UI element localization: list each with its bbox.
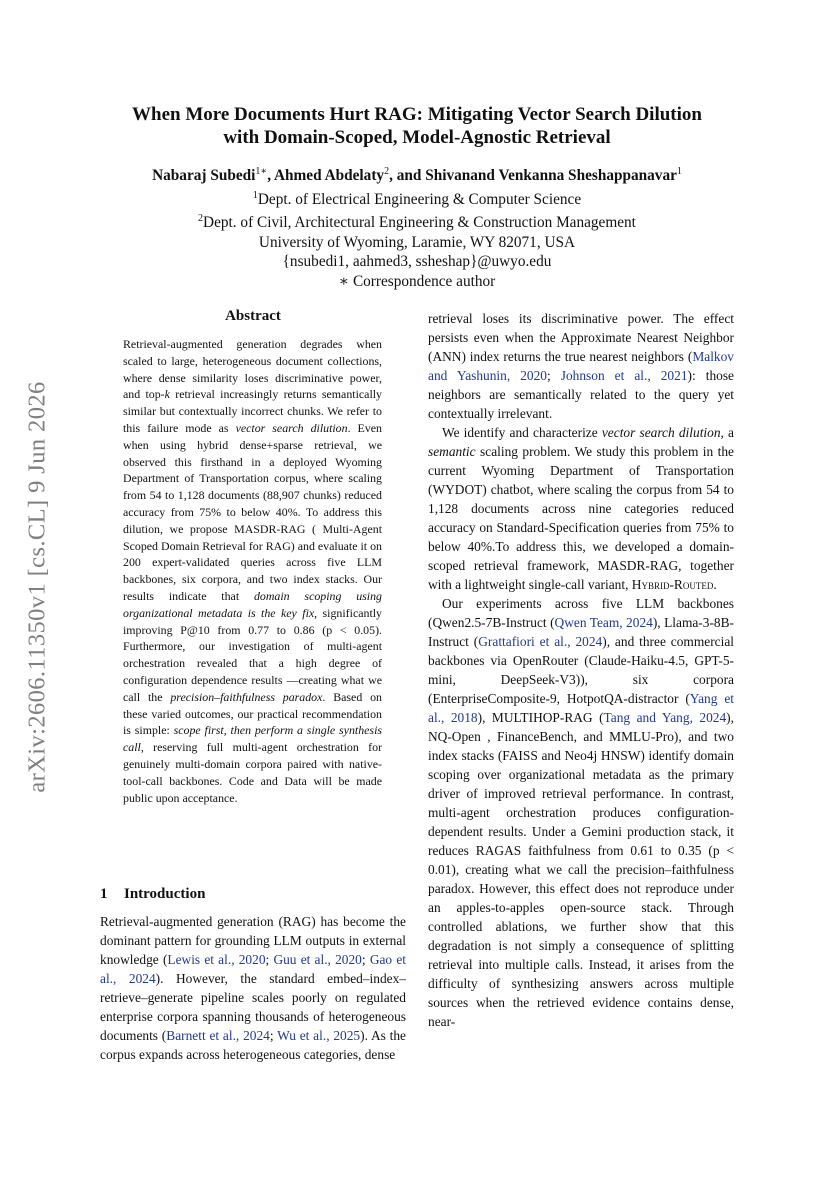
- abstract-emphasis-4: scope first, then perform a single synthesis call: [123, 723, 382, 755]
- author-1-sup: 1∗: [255, 166, 268, 177]
- section-heading-introduction: [100, 886, 205, 903]
- right-text: ): those neighbors are semantically related to the query yet contextually irrelevant.: [428, 368, 734, 421]
- citation-link[interactable]: Lewis et al., 2020: [167, 952, 266, 967]
- author-2-sup: 2: [384, 166, 390, 177]
- abstract-text-1: Retrieval-augmented generation degrades when scaled to large, heterogeneous document collections, where dense similarity loses discriminative power, and top-: [123, 337, 382, 402]
- right-paragraph-2: [428, 423, 734, 594]
- section-number: 1: [100, 886, 108, 902]
- affiliation-2-text: Dept. of Civil, Architectural Engineering & Construction Management: [203, 214, 636, 232]
- citation-link[interactable]: Yang et al., 2018: [428, 691, 734, 725]
- right-small-caps: Hybrid-Routed: [631, 577, 714, 592]
- arxiv-stamp-text: arXiv:2606.11350v1 [cs.CL] 9 Jun 2026: [24, 381, 51, 793]
- abstract-body: [123, 336, 382, 806]
- affiliation-2-sup: 2: [198, 213, 204, 225]
- author-names: [60, 162, 774, 186]
- citation-link[interactable]: Wu et al., 2025: [277, 1028, 361, 1043]
- right-text: , a: [720, 425, 734, 440]
- citation-link[interactable]: Guu et al., 2020: [273, 952, 362, 967]
- author-2: , Ahmed Abdelaty: [267, 167, 385, 185]
- abstract-text-2: retrieval increasingly returns semantically similar but contextually incorrect chunks. We refer to this failure mode as: [123, 387, 382, 435]
- abstract-text-6: , reserving full multi-agent orchestration for genuinely multi-domain corpora paired with native-tool-call backbones. Code and Data will be made public upon acceptance.: [123, 740, 382, 805]
- abstract-text-5: . Based on these varied outcomes, our practical recommendation is simple:: [123, 689, 383, 738]
- citation-link[interactable]: Qwen Team, 2024: [554, 615, 653, 630]
- university: University of Wyoming, Laramie, WY 82071, USA: [258, 233, 576, 251]
- section-title: Introduction: [124, 886, 206, 902]
- arxiv-identifier: [18, 352, 58, 822]
- abstract-emphasis-3: precision–faithfulness paradox: [170, 689, 323, 704]
- right-column: [428, 309, 734, 1031]
- right-text: ), Llama-3-8B-Instruct (: [428, 615, 734, 649]
- abstract-emphasis-1: vector search dilution: [235, 420, 348, 435]
- author-emails: {nsubedi1, aahmed3, ssheshap}@uwyo.edu: [282, 253, 552, 271]
- right-paragraph-3: [428, 594, 734, 1031]
- intro-text-1: Retrieval-augmented generation (RAG) has become the dominant pattern for grounding LLM outputs in external knowledge (: [100, 914, 406, 967]
- author-3-sup: 1: [676, 166, 682, 177]
- citation-link[interactable]: Tang and Yang, 2024: [603, 710, 727, 725]
- right-separator: ;: [547, 368, 561, 383]
- intro-separator: ;: [265, 952, 274, 967]
- right-text: ), MULTIHOP-RAG (: [477, 710, 604, 725]
- citation-link[interactable]: Johnson et al., 2021: [560, 368, 688, 383]
- right-emphasis: semantic: [428, 444, 476, 459]
- right-text: retrieval loses its discriminative power. The effect persists even when the Approximate Nearest Neighbor (ANN) index returns the true nearest neighbors (: [428, 311, 734, 364]
- affiliation-2: [60, 209, 774, 233]
- abstract-heading: Abstract: [225, 308, 281, 324]
- intro-text-3: ). As the corpus expands across heterogeneous categories, dense: [100, 1028, 406, 1062]
- right-paragraph-1: [428, 309, 734, 423]
- affiliation-1-sup: 1: [252, 189, 258, 201]
- affiliation-1-text: Dept. of Electrical Engineering & Computer Science: [257, 190, 582, 208]
- right-text: Our experiments across five LLM backbones (Qwen2.5-7B-Instruct (: [428, 596, 734, 630]
- correspondence-note: ∗ Correspondence author: [338, 272, 496, 290]
- citation-link[interactable]: Grattafiori et al., 2024: [478, 634, 603, 649]
- abstract-text-4: , significantly improving P@10 from 0.77 to 0.86 (p < 0.05). Furthermore, our investigation of multi-agent orchestration revealed that a high degree of configuration dependence results —creating what we call the: [123, 605, 382, 704]
- author-block: [60, 162, 774, 291]
- right-text: .: [713, 577, 717, 592]
- right-text: scaling problem. We study this problem in the current Wyoming Department of Transportation (WYDOT) chatbot, where scaling the corpus from 54 to 1,128 documents across nine categories reduced accuracy on Standard-Specification queries from 75% to below 40%.To address this, we developed a domain-scoped retrieval framework, MASDR-RAG, together with a lightweight single-call variant,: [428, 444, 734, 592]
- affiliation-1: [60, 186, 774, 210]
- intro-text-2: ). However, the standard embed–index–retrieve–generate pipeline scales poorly on regulated enterprise corpora spanning thousands of heterogeneous documents (: [100, 971, 406, 1043]
- abstract-text-3: . Even when using hybrid dense+sparse retrieval, we observed this firsthand in a deployed Wyoming Department of Transportation corpus, where scaling from 54 to 1,128 documents (88,907 chunks) reduced accuracy from 75% to below 40%. To address this dilution, we propose MASDR-RAG ( Multi-Agent Scoped Domain Retrieval for RAG) and evaluate it on 200 expert-validated queries across five LLM backbones, six corpora, and two index stacks. Our results indicate that: [123, 420, 382, 603]
- title-line-2: with Domain-Scoped, Model-Agnostic Retrieval: [223, 127, 611, 148]
- abstract-emphasis-2: domain scoping using organizational metadata is the key fix: [123, 588, 383, 620]
- author-1: Nabaraj Subedi: [152, 167, 256, 185]
- intro-paragraph: [100, 912, 406, 1064]
- intro-separator: ;: [269, 1028, 278, 1043]
- paper-title: [60, 103, 774, 149]
- citation-link[interactable]: Gao et al., 2024: [100, 952, 406, 986]
- title-line-1: When More Documents Hurt RAG: Mitigating Vector Search Dilution: [132, 104, 702, 125]
- right-text: ), and three commercial backbones via OpenRouter (Claude-Haiku-4.5, GPT-5-mini, DeepSeek-V3)), six corpora (EnterpriseComposite-9, HotpotQA-distractor (: [428, 634, 734, 706]
- abstract-k: k: [164, 387, 170, 402]
- right-text: We identify and characterize: [442, 425, 602, 440]
- intro-separator: ;: [361, 952, 370, 967]
- citation-link[interactable]: Malkov and Yashunin, 2020: [428, 349, 734, 383]
- citation-link[interactable]: Barnett et al., 2024: [166, 1028, 270, 1043]
- right-text: ), NQ-Open , FinanceBench, and MMLU-Pro), and two index stacks (FAISS and Neo4j HNSW) identify domain scoping over organizational metadata as the primary driver of improved retrieval performance. In contrast, multi-agent orchestration produces configuration-dependent results. Under a Gemini production stack, it reduces RAGAS faithfulness from 0.61 to 0.35 (p < 0.01), creating what we call the precision–faithfulness paradox. However, this effect does not reproduce under an apples-to-apples open-source stack. Through controlled ablations, we further show that this degradation is not simply a consequence of splitting retrieval into multiple calls. Instead, it arises from the difficulty of synthesizing answers across multiple sources when the retrieved evidence contains dense, near-: [428, 710, 734, 1029]
- author-3: , and Shivanand Venkanna Sheshappanavar: [389, 167, 677, 185]
- right-emphasis: vector search dilution: [601, 425, 721, 440]
